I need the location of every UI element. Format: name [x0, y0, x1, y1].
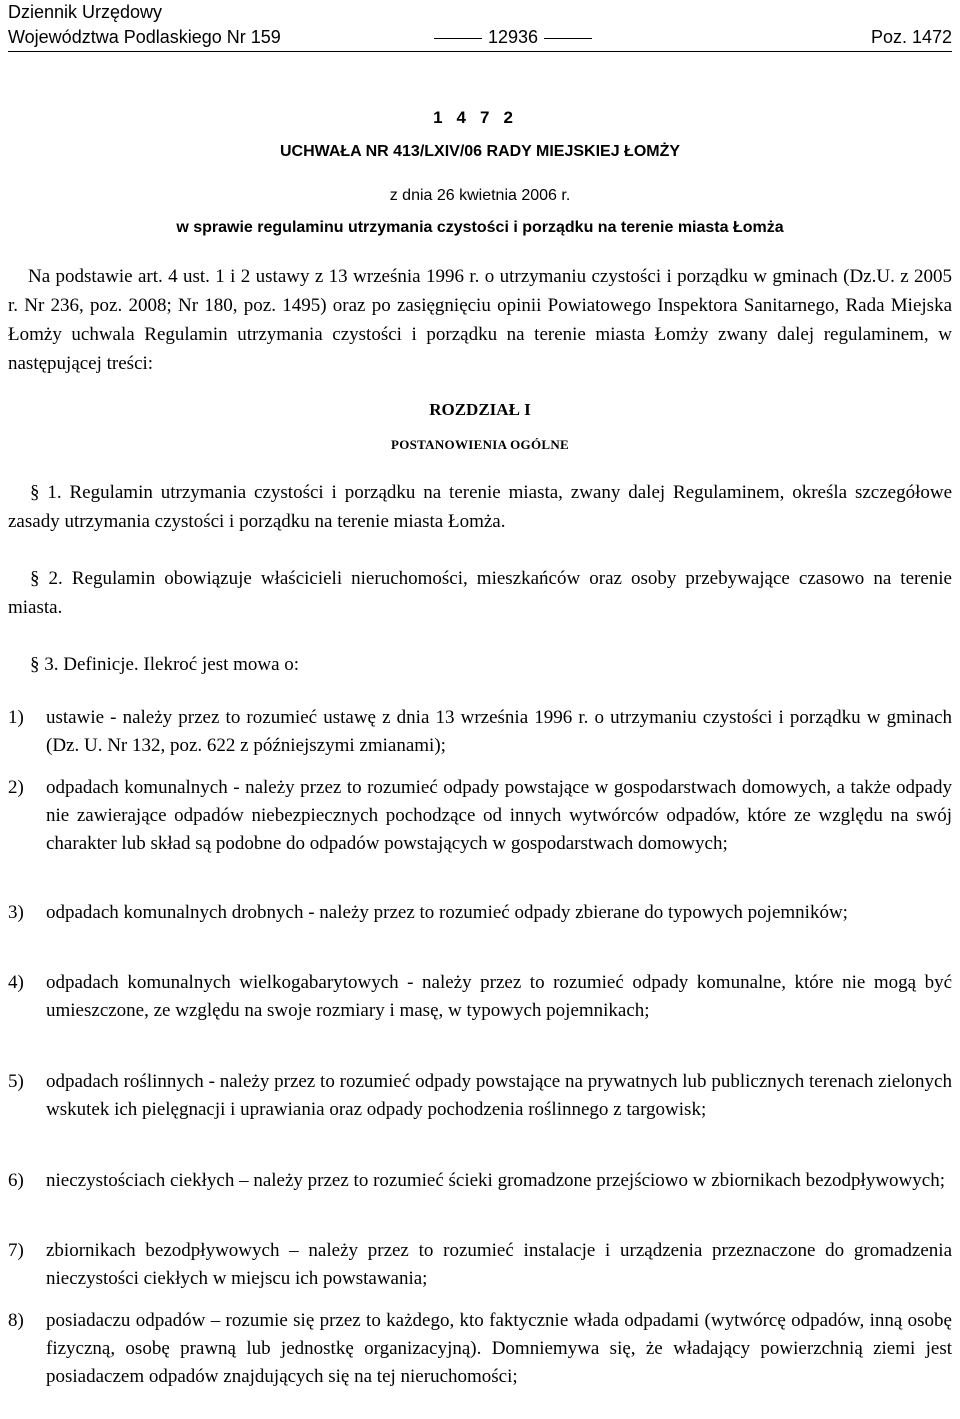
definition-text: nieczystościach ciekłych – należy przez to rozumieć ścieki gromadzone przejściowo w zbiornikach bezodpływowych;: [46, 1170, 945, 1191]
definition-number: 4): [8, 972, 24, 993]
section-2: [8, 564, 952, 622]
section-text: 3. Definicje. Ilekroć jest mowa o:: [44, 654, 300, 675]
chapter-heading: ROZDZIAŁ I: [429, 400, 531, 419]
page-number-value: 12936: [488, 27, 539, 47]
definition-item: [8, 1068, 952, 1124]
chapter-title: POSTANOWIENIA OGÓLNE: [390, 437, 570, 452]
definition-text: odpadach komunalnych - należy przez to rozumieć odpady powstające w gospodarstwach domowych, a także odpady nie zawierające odpadów niebezpiecznych pochodzące od innych wytwórców odpadów, które ze względu na swój charakter lub skład są podobne do odpadów powstających w gospodarstwach domowych;: [46, 777, 952, 854]
definition-item: [8, 704, 952, 760]
definition-text: posiadaczu odpadów – rozumie się przez to każdego, kto faktycznie włada odpadami (wytwórcę odpadów, inną osobę fizyczną, osobę prawną lub jednostkę organizacyjną). Domniemywa się, że władający powierzchnią ziemi jest posiadaczem odpadów znajdujących się na tej nieruchomości;: [46, 1310, 952, 1387]
definition-text: odpadach roślinnych - należy przez to rozumieć odpady powstające na prywatnych lub publicznych terenach zielonych wskutek ich pielęgnacji i uprawiania oraz odpady pochodzenia roślinnego z targowisk;: [46, 1071, 952, 1120]
section-mark: §: [30, 654, 40, 675]
definition-item: [8, 1167, 952, 1195]
section-3: [8, 650, 952, 679]
definition-text: zbiornikach bezodpływowych – należy przez to rozumieć instalacje i urządzenia przeznaczone do gromadzenia nieczystości ciekłych w miejscu ich powstawania;: [46, 1240, 952, 1289]
definition-number: 7): [8, 1240, 24, 1261]
section-1: [8, 478, 952, 536]
section-text: 1. Regulamin utrzymania czystości i porządku na terenie miasta, zwany dalej Regulaminem, określa szczegółowe zasady utrzymania czystości i porządku na terenie miasta Łomża.: [8, 482, 953, 532]
definition-number: 2): [8, 777, 24, 798]
dash-right: [544, 38, 592, 39]
definition-number: 6): [8, 1170, 24, 1191]
header-rule: [8, 51, 952, 52]
section-text: 2. Regulamin obowiązuje właścicieli nieruchomości, mieszkańców oraz osoby przebywające czasowo na terenie miasta.: [8, 568, 952, 618]
document-number: 1472: [433, 108, 527, 127]
definition-item: [8, 899, 952, 927]
document-subject: w sprawie regulaminu utrzymania czystości i porządku na terenie miasta Łomża: [176, 219, 784, 236]
definition-item: [8, 1307, 952, 1391]
definition-number: 5): [8, 1071, 24, 1092]
definition-text: odpadach komunalnych drobnych - należy przez to rozumieć odpady zbierane do typowych pojemników;: [46, 902, 848, 923]
document-title: UCHWAŁA NR 413/LXIV/06 RADY MIEJSKIEJ ŁOMŻY: [279, 143, 681, 160]
page-header: [8, 0, 952, 52]
document-date: z dnia 26 kwietnia 2006 r.: [389, 187, 571, 204]
section-mark: §: [30, 568, 40, 589]
section-mark: §: [30, 482, 40, 503]
definition-item: [8, 1237, 952, 1293]
position-number: Poz. 1472: [870, 27, 952, 47]
page-number: [428, 25, 598, 50]
definition-number: 8): [8, 1310, 24, 1331]
journal-name-line1: Dziennik Urzędowy: [8, 2, 163, 22]
journal-name: [8, 0, 281, 50]
definition-item: [8, 969, 952, 1025]
dash-left: [434, 38, 482, 39]
definition-number: 1): [8, 707, 24, 728]
definition-item: [8, 774, 952, 858]
intro-paragraph: Na podstawie art. 4 ust. 1 i 2 ustawy z 13 września 1996 r. o utrzymaniu czystości i porządku w gminach (Dz.U. z 2005 r. Nr 236, poz. 2008; Nr 180, poz. 1495) oraz po zasięgnięciu opinii Powiatowego Inspektora Sanitarnego, Rada Miejska Łomży uchwala Regulamin utrzymania czystości i porządku na terenie miasta Łomży zwany dalej regulaminem, w następującej treści:: [8, 266, 952, 374]
definition-text: odpadach komunalnych wielkogabarytowych - należy przez to rozumieć odpady komunalne, które nie mogą być umieszczone, ze względu na swoje rozmiary i masę, w typowych pojemnikach;: [46, 972, 952, 1021]
journal-name-line2: Województwa Podlaskiego Nr 159: [8, 27, 281, 47]
definition-text: ustawie - należy przez to rozumieć ustawę z dnia 13 września 1996 r. o utrzymaniu czystości i porządku w gminach (Dz. U. Nr 132, poz. 622 z późniejszymi zmianami);: [46, 707, 952, 756]
definition-number: 3): [8, 902, 24, 923]
